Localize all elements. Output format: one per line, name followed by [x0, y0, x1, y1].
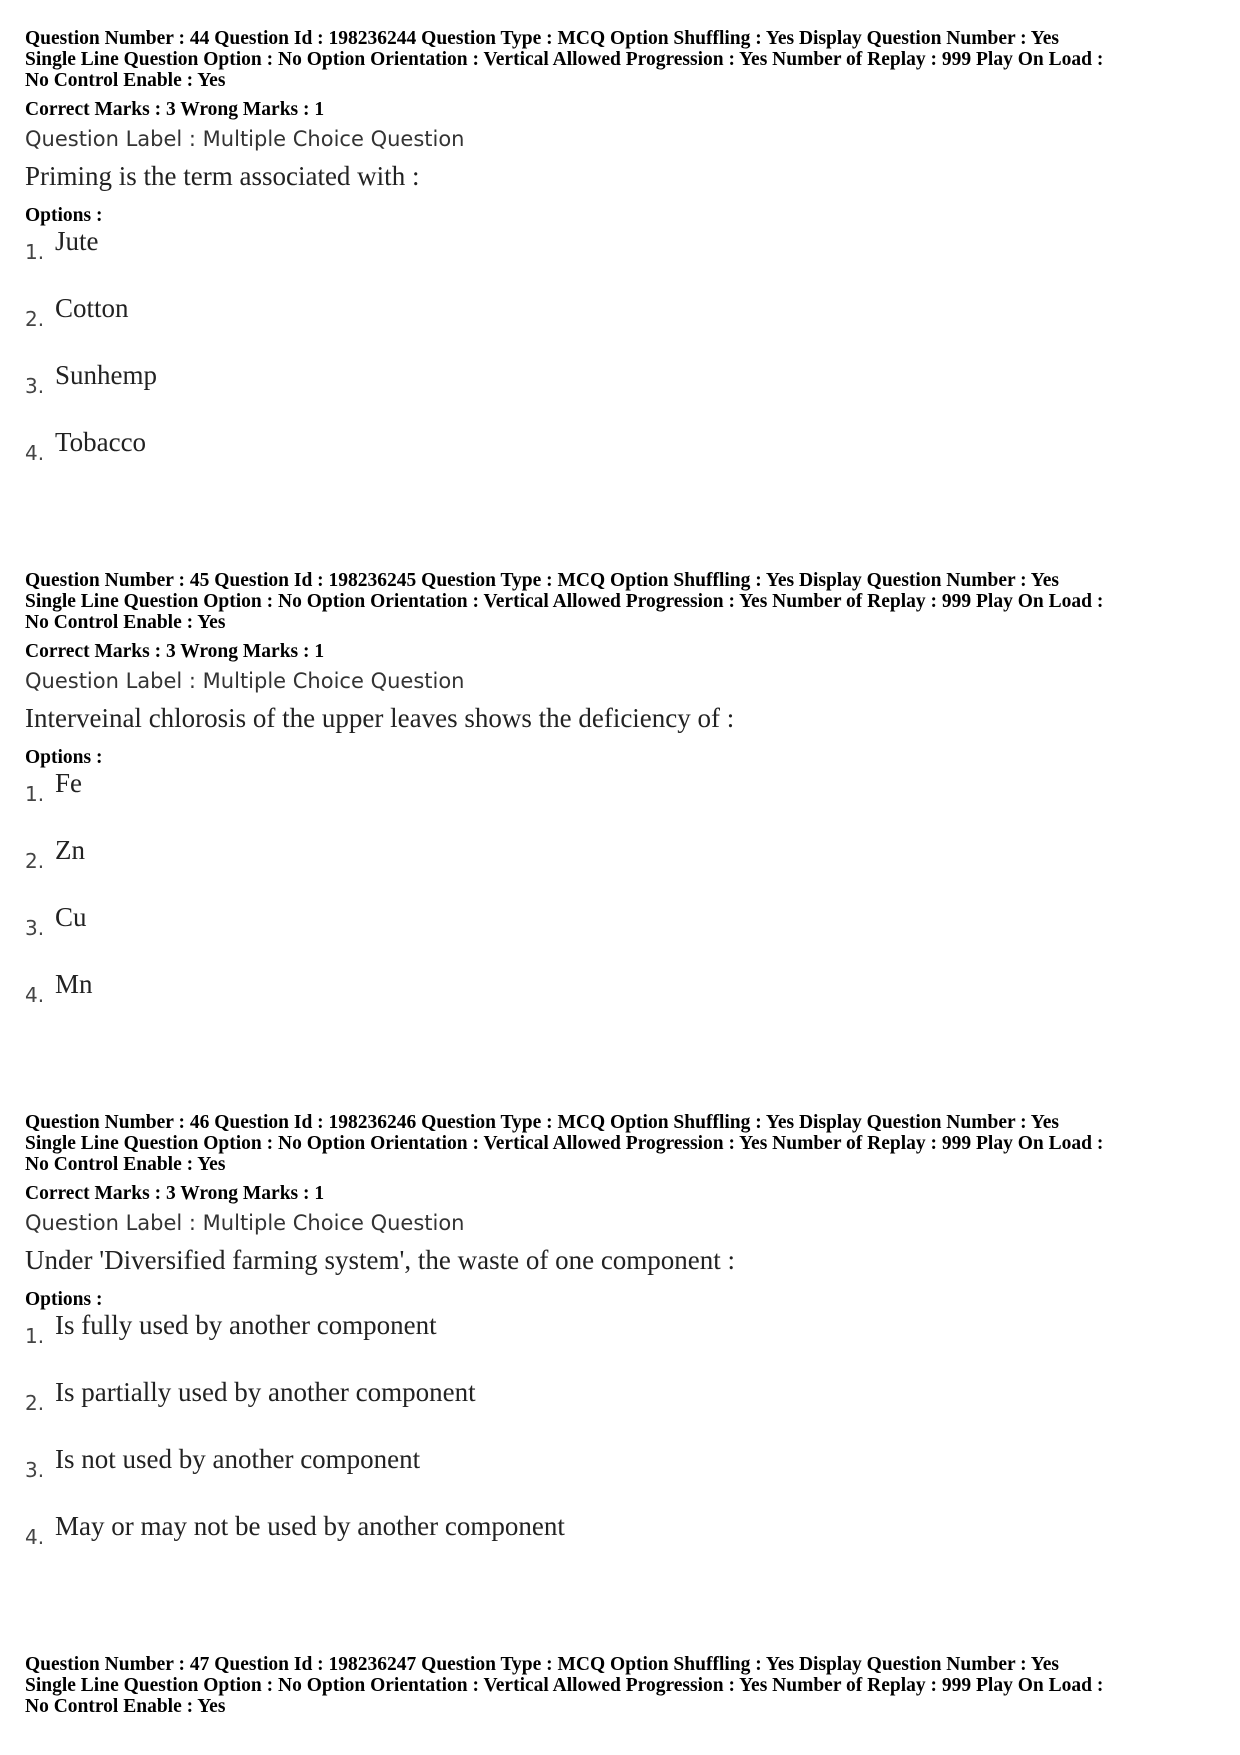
question-meta	[25, 1112, 1225, 1175]
option-item[interactable]	[25, 835, 925, 875]
option-number: 3.	[25, 916, 45, 940]
question-block	[25, 570, 1225, 1007]
question-marks: Correct Marks : 3 Wrong Marks : 1	[25, 1183, 325, 1204]
meta-line: Single Line Question Option : No Option Orientation : Vertical Allowed Progression : Yes Number of Replay : 999 Play On Load :	[25, 1133, 1104, 1154]
meta-line: Single Line Question Option : No Option Orientation : Vertical Allowed Progression : Yes Number of Replay : 999 Play On Load :	[25, 591, 1104, 612]
option-item[interactable]	[25, 1444, 925, 1484]
option-item[interactable]	[25, 969, 925, 1009]
option-text: Is partially used by another component	[55, 1377, 476, 1407]
meta-line: Question Number : 47 Question Id : 198236247 Question Type : MCQ Option Shuffling : Yes Display Question Number : Yes	[25, 1654, 1059, 1675]
option-text: May or may not be used by another component	[55, 1511, 565, 1541]
option-item[interactable]	[25, 1310, 925, 1350]
option-text: Jute	[55, 226, 99, 256]
meta-line: No Control Enable : Yes	[25, 1696, 226, 1717]
option-text: Zn	[55, 835, 85, 865]
option-text: Fe	[55, 768, 82, 798]
question-marks: Correct Marks : 3 Wrong Marks : 1	[25, 99, 325, 120]
question-label: Question Label : Multiple Choice Question	[25, 1211, 465, 1235]
question-text: Under 'Diversified farming system', the waste of one component :	[25, 1245, 736, 1275]
option-text: Is fully used by another component	[55, 1310, 437, 1340]
option-item[interactable]	[25, 768, 925, 808]
question-label: Question Label : Multiple Choice Question	[25, 127, 465, 151]
question-meta	[25, 28, 1225, 91]
option-number: 1.	[25, 240, 45, 264]
option-number: 1.	[25, 782, 45, 806]
option-text: Tobacco	[55, 427, 147, 457]
option-text: Is not used by another component	[55, 1444, 421, 1474]
option-number: 4.	[25, 1525, 45, 1549]
meta-line: No Control Enable : Yes	[25, 70, 226, 91]
question-marks: Correct Marks : 3 Wrong Marks : 1	[25, 641, 325, 662]
options-heading: Options :	[25, 1289, 103, 1310]
meta-line: No Control Enable : Yes	[25, 612, 226, 633]
meta-line: Single Line Question Option : No Option Orientation : Vertical Allowed Progression : Yes Number of Replay : 999 Play On Load :	[25, 49, 1104, 70]
question-block	[25, 1112, 1225, 1549]
option-item[interactable]	[25, 1377, 925, 1417]
question-block	[25, 28, 1225, 465]
option-number: 3.	[25, 374, 45, 398]
question-text: Priming is the term associated with :	[25, 161, 420, 191]
option-text: Cu	[55, 902, 87, 932]
question-label: Question Label : Multiple Choice Question	[25, 669, 465, 693]
option-number: 2.	[25, 849, 45, 873]
option-item[interactable]	[25, 902, 925, 942]
option-item[interactable]	[25, 293, 925, 333]
meta-line: Question Number : 44 Question Id : 198236244 Question Type : MCQ Option Shuffling : Yes Display Question Number : Yes	[25, 28, 1059, 49]
option-item[interactable]	[25, 1511, 925, 1551]
meta-line: Question Number : 45 Question Id : 198236245 Question Type : MCQ Option Shuffling : Yes Display Question Number : Yes	[25, 570, 1059, 591]
question-meta	[25, 570, 1225, 633]
option-number: 2.	[25, 307, 45, 331]
option-text: Sunhemp	[55, 360, 158, 390]
option-number: 1.	[25, 1324, 45, 1348]
option-item[interactable]	[25, 226, 925, 266]
question-block	[25, 1654, 1225, 1717]
options-heading: Options :	[25, 205, 103, 226]
option-number: 4.	[25, 441, 45, 465]
option-number: 4.	[25, 983, 45, 1007]
option-number: 3.	[25, 1458, 45, 1482]
option-item[interactable]	[25, 427, 925, 467]
question-meta	[25, 1654, 1225, 1717]
option-number: 2.	[25, 1391, 45, 1415]
question-text: Interveinal chlorosis of the upper leaves shows the deficiency of :	[25, 703, 735, 733]
meta-line: No Control Enable : Yes	[25, 1154, 226, 1175]
option-text: Mn	[55, 969, 93, 999]
meta-line: Single Line Question Option : No Option Orientation : Vertical Allowed Progression : Yes Number of Replay : 999 Play On Load :	[25, 1675, 1104, 1696]
option-item[interactable]	[25, 360, 925, 400]
options-heading: Options :	[25, 747, 103, 768]
meta-line: Question Number : 46 Question Id : 198236246 Question Type : MCQ Option Shuffling : Yes Display Question Number : Yes	[25, 1112, 1059, 1133]
option-text: Cotton	[55, 293, 129, 323]
